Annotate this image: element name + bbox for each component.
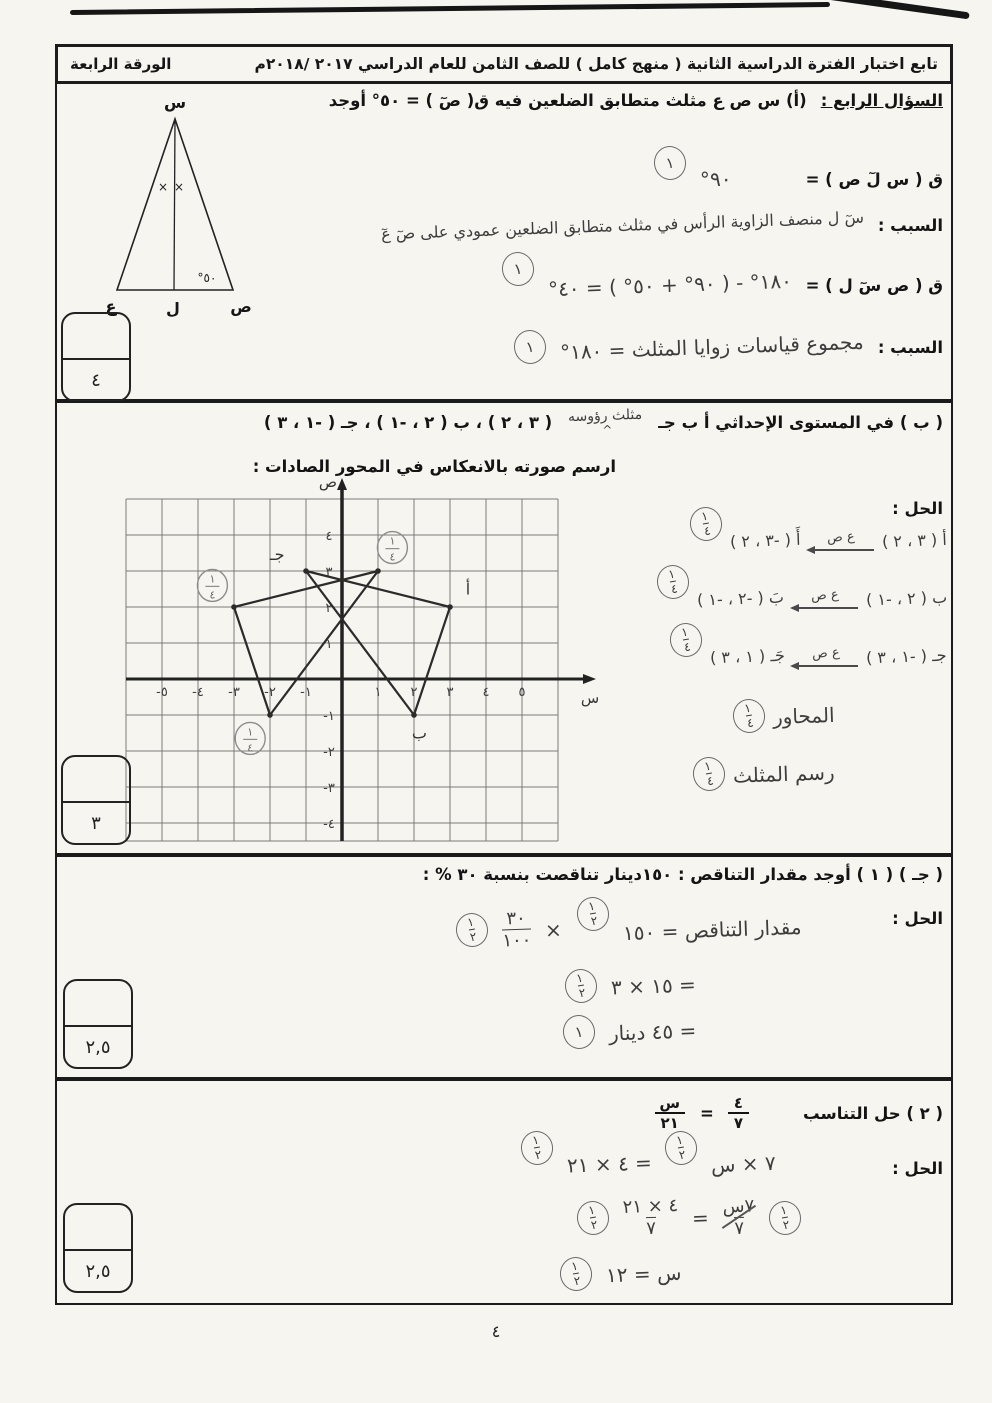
score-box-empty-cell (65, 1205, 131, 1251)
grade-mark: $\frac{١}{٢}$ (574, 894, 611, 933)
grid-tick-label: ٤- (192, 685, 204, 700)
grid-tick-label: ٣ (446, 685, 454, 700)
score-box (61, 312, 131, 402)
coordinate-grid-wrap (121, 469, 609, 859)
vertex-label-apex: س (163, 94, 187, 112)
grid-tick-label: ٣- (228, 685, 240, 700)
q4a-reason-line-2 (514, 330, 943, 364)
qd-question-label: ( ٢ ) حل التناسب (803, 1104, 943, 1124)
left-arrow-icon (792, 661, 858, 667)
handwritten-fraction: $\frac{٤ \times ٢١}{٧}$ (621, 1195, 679, 1239)
score-box (63, 1203, 133, 1293)
vertex-dot (231, 604, 237, 610)
score-value: ٤ (91, 369, 101, 391)
axes-mark-line (579, 699, 835, 733)
grade-mark-denominator: ٤ (209, 588, 216, 602)
grade-mark: $\frac{١}{٤}$ (691, 754, 728, 793)
qd-hand-line-3 (560, 1257, 681, 1291)
paper-number-label: الورقة الرابعة (70, 55, 172, 73)
vertex-label-mid: ل (166, 299, 180, 318)
printed-fraction: $\frac{\text{س}}{٢١}$ (653, 1095, 686, 1133)
grade-mark-numerator: ١ (389, 534, 396, 548)
qc-hand-line-3 (563, 1015, 696, 1049)
qc-hand-line-2 (565, 969, 696, 1003)
grid-tick-label: ٥ (518, 685, 526, 700)
printed-prompt: ق ( ص سٓ ل ) = (805, 275, 943, 295)
qd-solution-label (892, 1159, 943, 1178)
scan-artifact (820, 0, 970, 19)
arrow-label: ع ص (811, 644, 840, 662)
vertex-label: جـ (269, 545, 285, 565)
point-source: جـ ( -١ ، ٣ ) (866, 645, 948, 667)
grade-mark: $\frac{١}{٤}$ (654, 562, 691, 601)
vertex-dot (303, 568, 309, 574)
grid-tick-label: ٢ (410, 685, 418, 700)
solution-label: الحل : (892, 1159, 943, 1178)
grade-mark: $\frac{١}{٢}$ (574, 1198, 611, 1237)
reflection-arrow (792, 646, 858, 667)
page-header (55, 44, 953, 84)
grade-mark: $\frac{١}{٢}$ (454, 910, 491, 949)
grade-mark: $\frac{١}{٢}$ (562, 966, 599, 1005)
qd-question-line (653, 1095, 943, 1133)
point-image: أَ ( -٣ ، ٢ ) (729, 529, 801, 551)
section-qc1 (55, 855, 953, 1079)
reflection-line (579, 566, 948, 615)
reflection-arrow (808, 530, 874, 551)
score-value: ٣ (91, 812, 101, 834)
q4a-reason-line-1 (380, 207, 943, 244)
reflection-arrow (792, 588, 858, 609)
vertex-dot (375, 568, 381, 574)
page-number: ٤ (491, 1322, 501, 1341)
grade-mark: $\frac{١}{٤}$ (731, 696, 768, 735)
qc-solution-label (892, 909, 943, 928)
y-axis-label: ص (318, 473, 338, 491)
grade-mark: ١ (560, 1012, 597, 1051)
vertex-label-left: ع (105, 297, 117, 316)
x-axis-label: س (580, 689, 600, 707)
printed-fraction: $\frac{٤}{٧}$ (728, 1095, 749, 1133)
handwritten-result: = ٤٥ دينار (608, 1018, 697, 1046)
q4a-label: السؤال الرابع : (820, 91, 943, 110)
grid-tick-label: ٥- (156, 685, 168, 700)
arrow-label: ع ص (810, 586, 840, 604)
q4a-question-text: (أ) س ص ع مثلث متطابق الضلعين فيه ق( صٓ ) = ٥٠° أوجد (328, 91, 807, 110)
angle-value-label: ٥٠° (197, 271, 217, 285)
grid-tick-label: ١ (374, 685, 382, 700)
grade-mark: $\frac{١}{٢}$ (557, 1254, 594, 1293)
solution-label: الحل : (892, 909, 943, 928)
grid-tick-label: ٣- (323, 781, 335, 796)
handwritten-reason: مجموع قياسات زوايا المثلث = ١٨٠° (559, 329, 865, 365)
left-arrow-icon (792, 603, 858, 609)
grade-mark-denominator: ٤ (247, 741, 254, 755)
vertex-dot (267, 712, 273, 718)
grade-mark: $\frac{١}{٤}$ (687, 504, 724, 543)
score-box (61, 755, 131, 845)
grid-tick-label: ١- (300, 685, 312, 700)
y-axis-arrow-icon (337, 478, 347, 490)
q4b-points-text: ( ٣ ، ٢ ) ، ب ( ٢ ، -١ ) ، جـ ( -١ ، ٣ ) (263, 413, 553, 432)
handwritten-fraction-canceled: $\frac{\text{٧س}}{٧}$ (722, 1195, 755, 1239)
multiplication-sign: × (544, 917, 563, 943)
equals-sign: = (700, 1104, 714, 1124)
grid-tick-label: ٤ (482, 685, 490, 700)
isosceles-triangle-figure (95, 94, 285, 329)
qc-hand-line-1 (456, 898, 802, 952)
qd-hand-line-1 (521, 1132, 777, 1181)
grade-mark: $\frac{١}{٢}$ (766, 1198, 803, 1237)
handwritten-expression: = ٤ × ٢١ (566, 1150, 652, 1178)
arrow-label: ع ص (826, 528, 856, 546)
point-source: ب ( ٢ ، -١ ) (865, 587, 948, 609)
grade-mark: ١ (499, 249, 536, 288)
grid-tick-label: ١- (323, 709, 335, 724)
handwritten-note: رسم المثلث (733, 760, 836, 788)
handwritten-expression: مقدار التناقص = ١٥٠ (622, 914, 802, 945)
reflection-line (579, 624, 948, 673)
score-value: ٢,٥ (85, 1036, 111, 1058)
point-source: أ ( ٣ ، ٢ ) (881, 529, 948, 551)
grade-mark: $\frac{١}{٤}$ (667, 620, 704, 659)
q4a-question-line (329, 91, 943, 110)
qd-hand-line-2 (577, 1197, 801, 1239)
grid-tick-label: ٤- (323, 817, 335, 832)
exam-title: تابع اختبار الفترة الدراسية الثانية ( منهج كامل ) للصف الثامن للعام الدراسي ٢٠١٧ /٢٠١٨م (254, 55, 938, 73)
grid-tick-label: ١ (325, 637, 333, 652)
handwritten-expression: = ١٥ × ٣ (610, 972, 697, 1000)
grade-mark: $\frac{١}{٢}$ (518, 1128, 555, 1167)
q4b-solution-label (892, 499, 943, 518)
section-q4a (55, 82, 953, 401)
left-arrow-icon (808, 545, 874, 551)
handwritten-note: المحاور (773, 702, 836, 730)
vertex-dot (447, 604, 453, 610)
section-q2 (55, 1079, 953, 1305)
printed-prompt: السبب : (877, 216, 943, 235)
printed-prompt: ق ( س لٓ ص ) = (805, 169, 943, 189)
grid-tick-label: ٤ (325, 529, 333, 544)
triangle-drawing-mark-line (579, 757, 835, 791)
grid-tick-label: ٢- (264, 685, 276, 700)
printed-prompt: السبب : (877, 337, 943, 357)
vertex-label: ب (411, 723, 427, 743)
grade-mark: ١ (651, 143, 688, 182)
equals-sign: = (691, 1205, 710, 1231)
q4b-question-line (263, 406, 943, 432)
handwritten-answer: ١٨٠° - ( ٩٠° + ٥٠° ) = ٤٠° (547, 268, 792, 302)
grade-mark: $\frac{١}{٢}$ (663, 1128, 700, 1167)
score-value: ٢,٥ (85, 1260, 111, 1282)
angle-tick-mark: × (157, 180, 169, 194)
grid-tick-label: ٢- (323, 745, 335, 760)
scan-artifact (70, 2, 830, 15)
qc-question-text: ( جـ ) ( ١ ) أوجد مقدار التناقص : ١٥٠دينار تناقصت بنسبة ٣٠ % : (422, 865, 943, 884)
angle-tick-mark: × (173, 180, 185, 194)
point-image: جَـ ( ١ ، ٣ ) (709, 645, 785, 667)
grade-mark-denominator: ٤ (389, 550, 396, 564)
q4b-instruction: ارسم صورته بالانعكاس في المحور الصادات : (252, 457, 616, 476)
grade-mark-numerator: ١ (209, 572, 216, 586)
score-box (63, 979, 133, 1069)
handwritten-answer: ٩٠° (699, 166, 733, 192)
score-box-empty-cell (63, 314, 129, 360)
grade-mark-numerator: ١ (247, 725, 254, 739)
q4a-answer-line-2 (502, 258, 943, 302)
qc-question-line (423, 865, 943, 884)
score-box-empty-cell (65, 981, 131, 1027)
handwritten-insert: مثلث رؤوسه ^ (568, 406, 643, 425)
section-q4b (55, 401, 953, 855)
q4b-question-prefix: ( ب ) في المستوى الإحداثي أ ب جـ (658, 413, 943, 432)
handwritten-result: س = ١٢ (605, 1260, 682, 1288)
handwritten-expression: ٧ × س (710, 1150, 777, 1178)
solution-label: الحل : (892, 499, 943, 518)
coordinate-grid (121, 469, 609, 855)
grid-tick-label: ٣ (325, 565, 333, 580)
q4a-answer-line-1 (654, 152, 943, 196)
score-box-empty-cell (63, 757, 129, 803)
vertex-label-right: ص (230, 297, 252, 316)
handwritten-reason: سٓ ل منصف الزاوية الرأس في مثلث متطابق الضلعين عمودي على صٓ عٓ (380, 207, 864, 244)
point-image: بَ ( -٢ ، -١ ) (696, 586, 785, 610)
grade-mark: ١ (511, 327, 548, 366)
vertex-dot (411, 712, 417, 718)
vertex-label: أ (465, 579, 471, 599)
grid-tick-label: ٢ (325, 601, 333, 616)
handwritten-fraction: $\frac{٣٠}{١٠٠}$ (502, 907, 532, 952)
